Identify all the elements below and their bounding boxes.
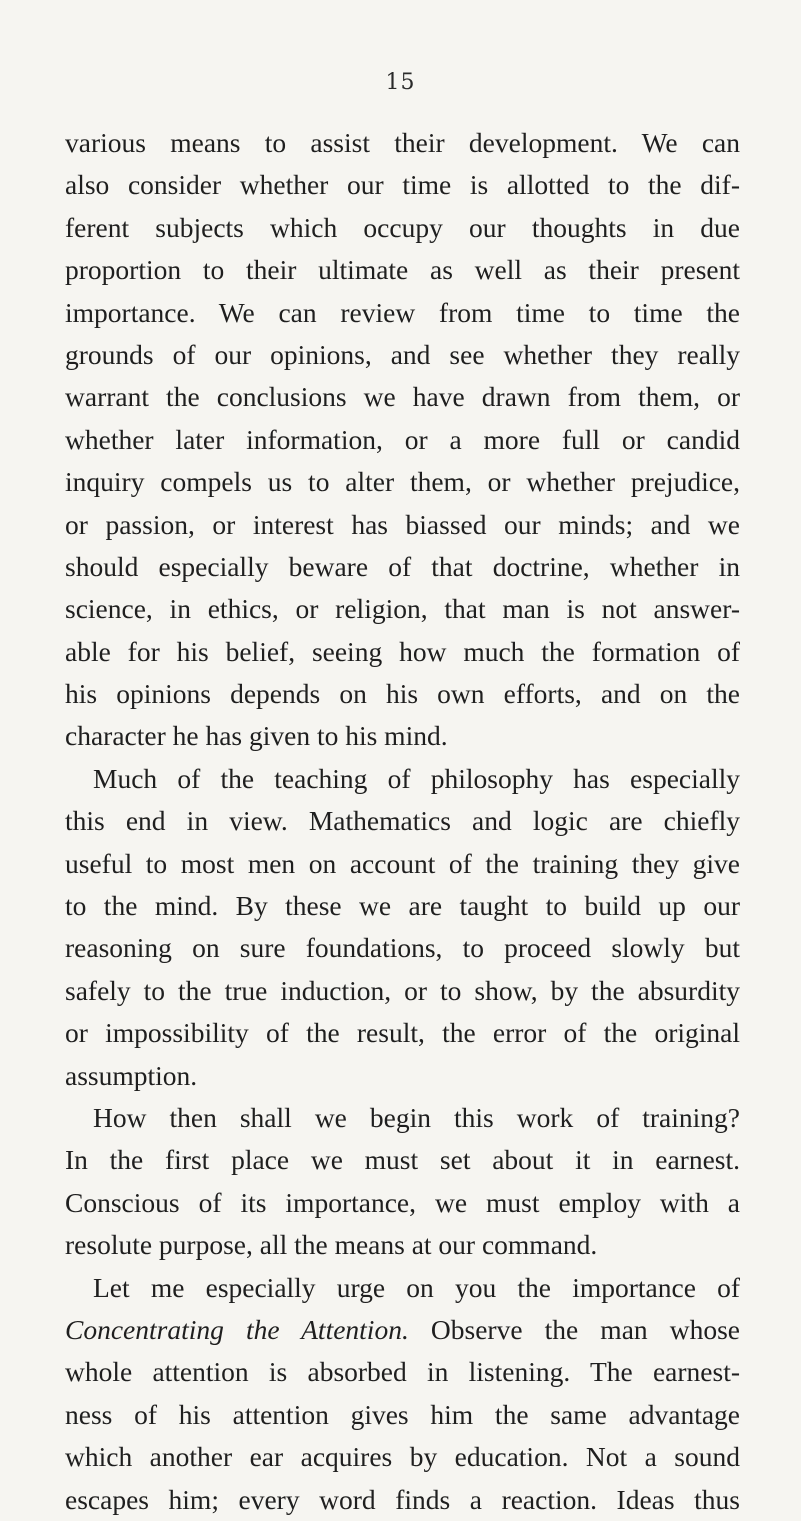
text-line: this end in view. Mathematics and logic are chiefly	[65, 805, 740, 837]
observe-word: Observe	[430, 1313, 523, 1345]
text-line: assumption.	[65, 1059, 198, 1091]
italic-phrase: Concentrating the Attention.	[65, 1313, 409, 1345]
text-line: science, in ethics, or religion, that man is not answer-	[65, 593, 740, 625]
text-line: inquiry compels us to alter them, or whether prejudice,	[65, 466, 740, 498]
text-line: warrant the conclusions we have drawn from them, or	[65, 381, 740, 413]
text-line: escapes him; every word finds a reaction. Ideas thus	[65, 1483, 740, 1515]
text-line: whole attention is absorbed in listening. The earnest-	[65, 1356, 740, 1388]
text-line: which another ear acquires by education. Not a sound	[65, 1441, 740, 1473]
text-line: whether later information, or a more full or candid	[65, 423, 740, 455]
body-text	[65, 122, 740, 1521]
page-number: 15	[385, 70, 416, 95]
text-line: Conscious of its importance, we must employ with a	[65, 1186, 740, 1218]
text-line: character he has given to his mind.	[65, 720, 448, 752]
text-line: or impossibility of the result, the error of the original	[65, 1017, 740, 1049]
text-line: In the first place we must set about it in earnest.	[65, 1144, 740, 1176]
text-line: grounds of our opinions, and see whether they really	[65, 338, 740, 370]
text-line: safely to the true induction, or to show, by the absurdity	[65, 974, 740, 1006]
text-line: ferent subjects which occupy our thoughts in due	[65, 211, 740, 243]
text-line: should especially beware of that doctrine, whether in	[65, 550, 740, 582]
text-line: his opinions depends on his own efforts, and on the	[65, 678, 740, 710]
text-line: reasoning on sure foundations, to proceed slowly but	[65, 932, 740, 964]
text-line: or passion, or interest has biassed our minds; and we	[65, 508, 740, 540]
text-line: also consider whether our time is allotted to the dif-	[65, 169, 740, 201]
text-line: able for his belief, seeing how much the formation of	[65, 635, 740, 667]
text-line: useful to most men on account of the training they give	[65, 847, 740, 879]
text-line: ness of his attention gives him the same advantage	[65, 1398, 740, 1430]
text-line: Let me especially urge on you the importance of	[93, 1271, 740, 1303]
text-line: to the mind. By these we are taught to build up our	[65, 890, 740, 922]
text-line: importance. We can review from time to time the	[65, 296, 740, 328]
text-line: Much of the teaching of philosophy has especially	[93, 762, 740, 794]
text-line: various means to assist their development. We can	[65, 127, 740, 158]
text-line: proportion to their ultimate as well as their present	[65, 254, 740, 286]
text-line: How then shall we begin this work of training?	[93, 1101, 740, 1133]
text-line-mixed	[65, 1309, 740, 1351]
text-fragment: the man whose	[544, 1313, 740, 1345]
text-line: resolute purpose, all the means at our command.	[65, 1229, 598, 1261]
